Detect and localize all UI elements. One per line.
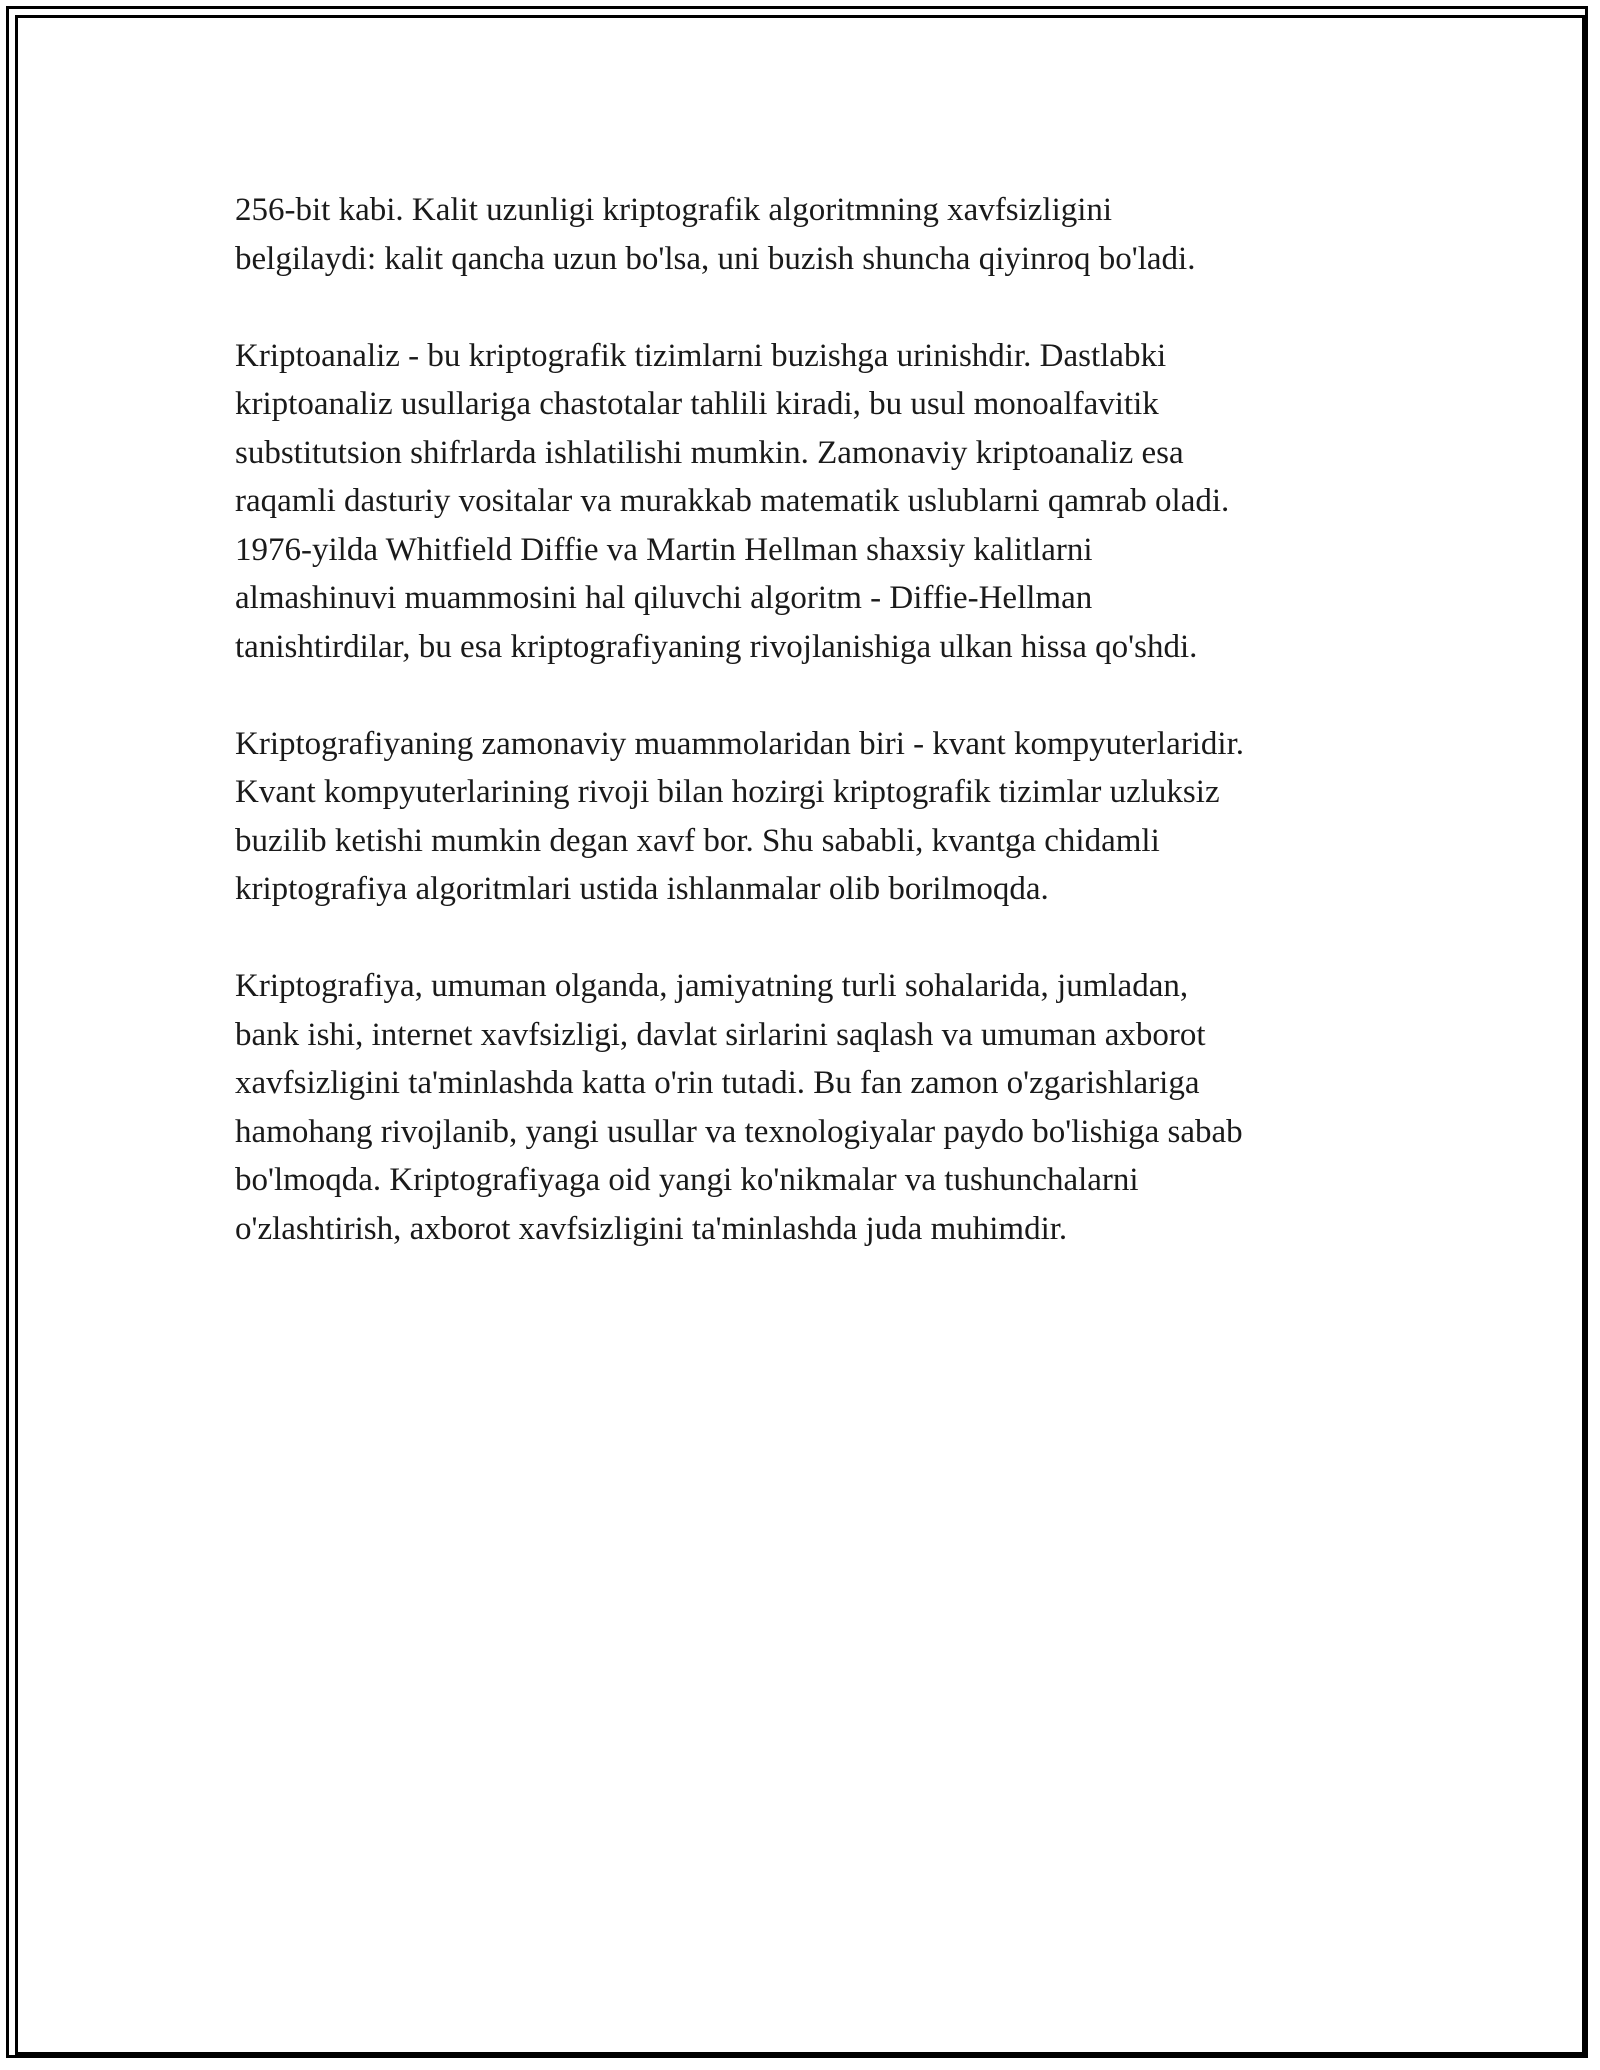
document-body [235, 186, 1375, 1302]
paragraph-conclusion: Kriptografiya, umuman olganda, jamiyatning turli sohalarida, jumladan, bank ishi, internet xavfsizligi, davlat sirlarini saqlash va umuman axborot xavfsizligini ta'minlashda katta o'rin tutadi. Bu fan zamon o'zgarishlariga hamohang rivojlanib, yangi usullar va texnologiyalar paydo bo'lishiga sabab bo'lmoqda. Kriptografiyaga oid yangi ko'nikmalar va tushunchalarni o'zlashtirish, axborot xavfsizligini ta'minlashda juda muhimdir. [235, 968, 1243, 1247]
paragraph-cryptanalysis: Kriptoanaliz - bu kriptografik tizimlarni buzishga urinishdir. Dastlabki kriptoanaliz usullariga chastotalar tahlili kiradi, bu usul monoalfavitik substitutsion shifrlarda ishlatilishi mumkin. Zamonaviy kriptoanaliz esa raqamli dasturiy vositalar va murakkab matematik uslublarni qamrab oladi. 1976-yilda Whitfield Diffie va Martin Hellman shaxsiy kalitlarni almashinuvi muammosini hal qiluvchi algoritm - Diffie-Hellman tanishtirdilar, bu esa kriptografiyaning rivojlanishiga ulkan hissa qo'shdi. [235, 337, 1230, 665]
paragraph-key-length: 256-bit kabi. Kalit uzunligi kriptografik algoritmning xavfsizligini belgilaydi: kalit qancha uzun bo'lsa, uni buzish shuncha qiyinroq bo'ladi. [235, 192, 1196, 277]
paragraph-quantum-computers: Kriptografiyaning zamonaviy muammolaridan biri - kvant kompyuterlaridir. Kvant kompyuterlarining rivoji bilan hozirgi kriptografik tizimlar uzluksiz buzilib ketishi mumkin degan xavf bor. Shu sababli, kvantga chidamli kriptografiya algoritmlari ustida ishlanmalar olib borilmoqda. [235, 725, 1244, 907]
